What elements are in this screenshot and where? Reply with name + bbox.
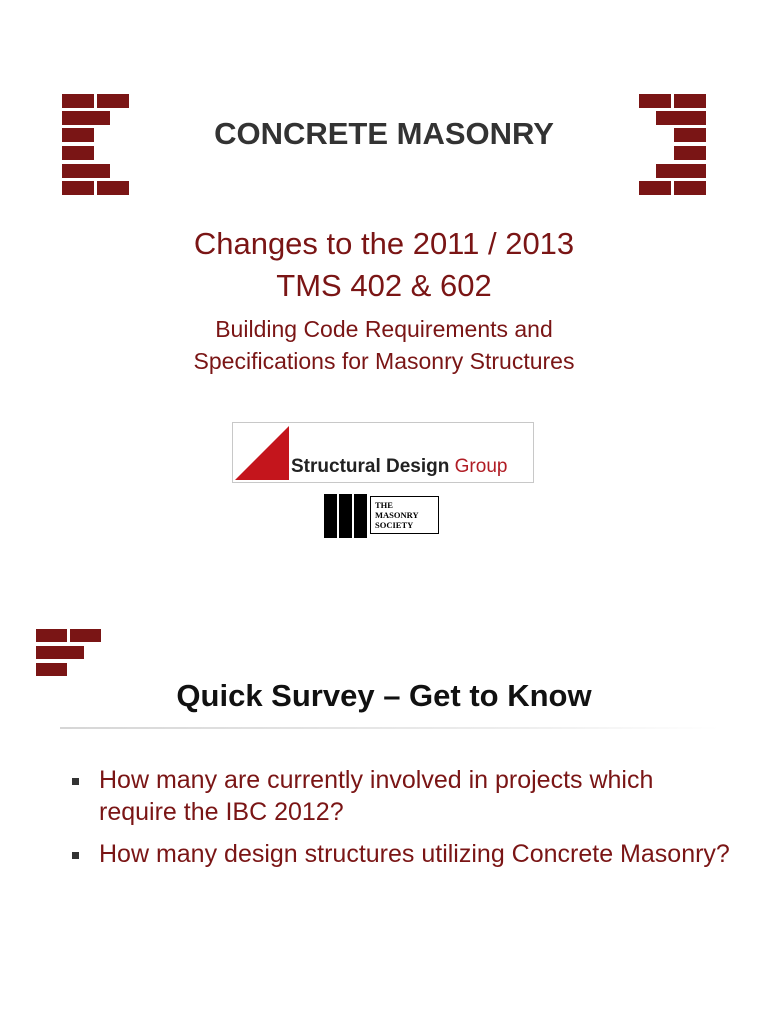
- slide-title: CONCRETE MASONRY: [214, 116, 554, 151]
- survey-title: Quick Survey – Get to Know: [176, 678, 592, 713]
- list-item: [72, 764, 732, 828]
- bullet-text: How many design structures utilizing Concrete Masonry?: [99, 840, 730, 868]
- survey-bullet-list: [72, 764, 732, 880]
- bullet-square-icon: [72, 778, 79, 785]
- subtitle-line-2: TMS 402 & 602: [276, 268, 492, 303]
- description-line-1: Building Code Requirements and: [215, 316, 553, 342]
- list-item: [72, 838, 732, 870]
- logo-line-2: MASONRY: [375, 510, 419, 520]
- structural-design-group-logo: [232, 422, 534, 483]
- bullet-square-icon: [72, 852, 79, 859]
- title-divider: [60, 727, 720, 729]
- description-line-2: Specifications for Masonry Structures: [193, 348, 575, 374]
- logo-text-light: Group: [454, 456, 508, 477]
- subtitle-line-1: Changes to the 2011 / 2013: [193, 226, 575, 261]
- bullet-text: How many are currently involved in projects which require the IBC 2012?: [99, 766, 654, 826]
- logo-line-3: SOCIETY: [375, 520, 414, 530]
- logo-text-bold: Structural Design: [291, 456, 450, 477]
- masonry-society-logo: [324, 494, 441, 538]
- logo-line-1: THE: [375, 500, 393, 510]
- red-triangle-icon: [233, 423, 293, 482]
